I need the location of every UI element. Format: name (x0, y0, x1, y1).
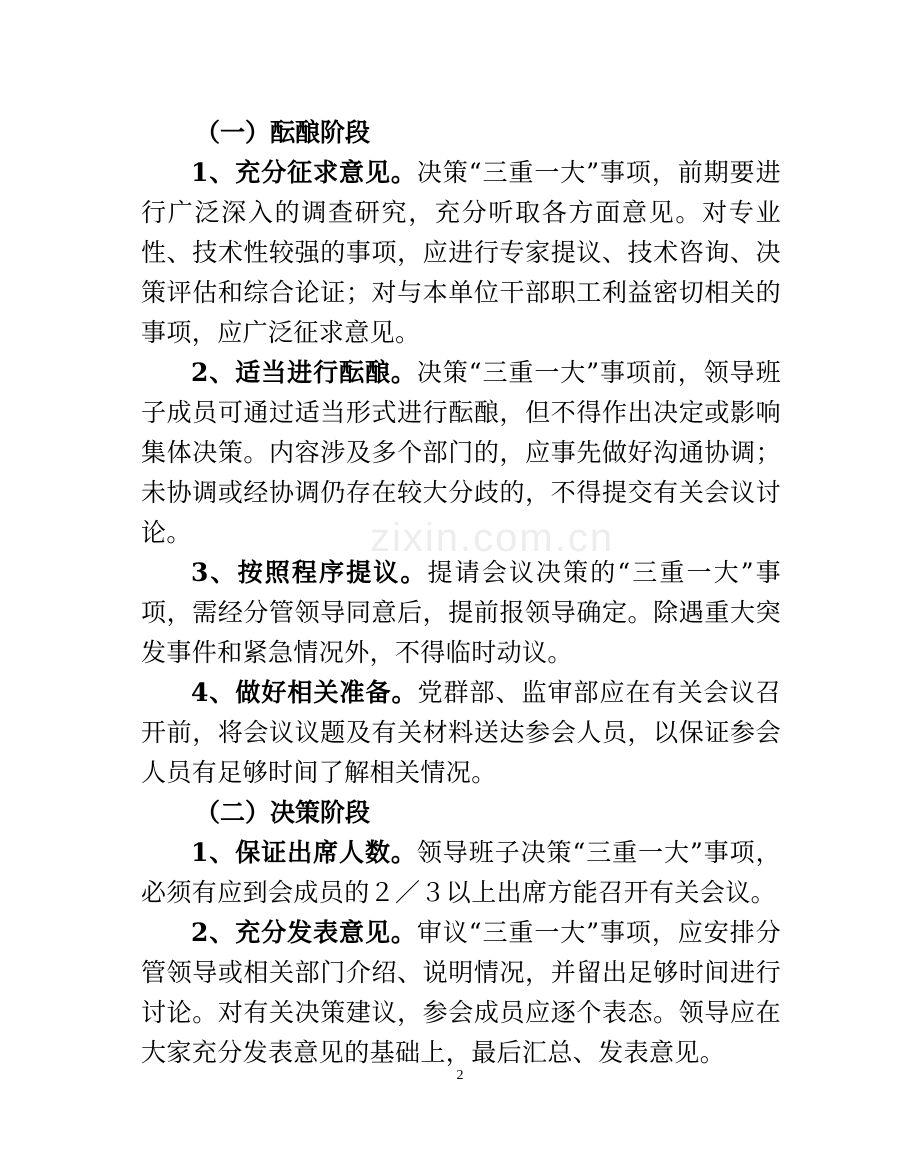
paragraph-lead: 1、充分征求意见。 (191, 158, 417, 187)
paragraph-text: 党群部、监审部应在有关会议召开前，将会议议题及有关材料送达参会人员，以保证参会人员有足够时间了解相关情况。 (141, 678, 781, 787)
paragraph-text: 提请会议决策的“三重一大”事项，需经分管领导同意后，提前报领导确定。除遇重大突发事件和紧急情况外，不得临时动议。 (141, 558, 781, 667)
section-heading-1: （一）酝酿阶段 (195, 118, 371, 147)
paragraph-1-3 (141, 553, 781, 673)
paragraph-2-1 (141, 833, 781, 913)
watermark: zixin.com.cn (370, 516, 615, 560)
paragraph-text: 决策“三重一大”事项，前期要进行广泛深入的调查研究，充分听取各方面意见。对专业性、技术性较强的事项，应进行专家提议、技术咨询、决策评估和综合论证；对与本单位干部职工利益密切相关的事项，应广泛征求意见。 (141, 158, 781, 347)
paragraph-lead: 3、按照程序提议。 (191, 558, 428, 587)
paragraph-text: 审议“三重一大”事项，应安排分管领导或相关部门介绍、说明情况，并留出足够时间进行讨论。对有关决策建议，参会成员应逐个表态。领导应在大家充分发表意见的基础上，最后汇总、发表意见。 (141, 918, 781, 1067)
paragraph-lead: 2、充分发表意见。 (191, 918, 417, 947)
page-number: 2 (456, 1068, 464, 1083)
document-body (141, 113, 781, 1073)
paragraph-lead: 1、保证出席人数。 (191, 838, 417, 867)
paragraph-2-2 (141, 913, 781, 1073)
paragraph-lead: 2、适当进行酝酿。 (191, 358, 417, 387)
paragraph-1-1 (141, 153, 781, 353)
paragraph-text: 决策“三重一大”事项前，领导班子成员可通过适当形式进行酝酿，但不得作出决定或影响集体决策。内容涉及多个部门的，应事先做好沟通协调；未协调或经协调仍存在较大分歧的，不得提交有关会议讨论。 (141, 358, 781, 547)
paragraph-lead: 4、做好相关准备。 (191, 678, 418, 707)
section-heading-2: （二）决策阶段 (195, 798, 371, 827)
paragraph-text: 领导班子决策“三重一大”事项，必须有应到会成员的２／３以上出席方能召开有关会议。 (141, 838, 781, 907)
paragraph-1-4 (141, 673, 781, 793)
paragraph-1-2 (141, 353, 781, 553)
